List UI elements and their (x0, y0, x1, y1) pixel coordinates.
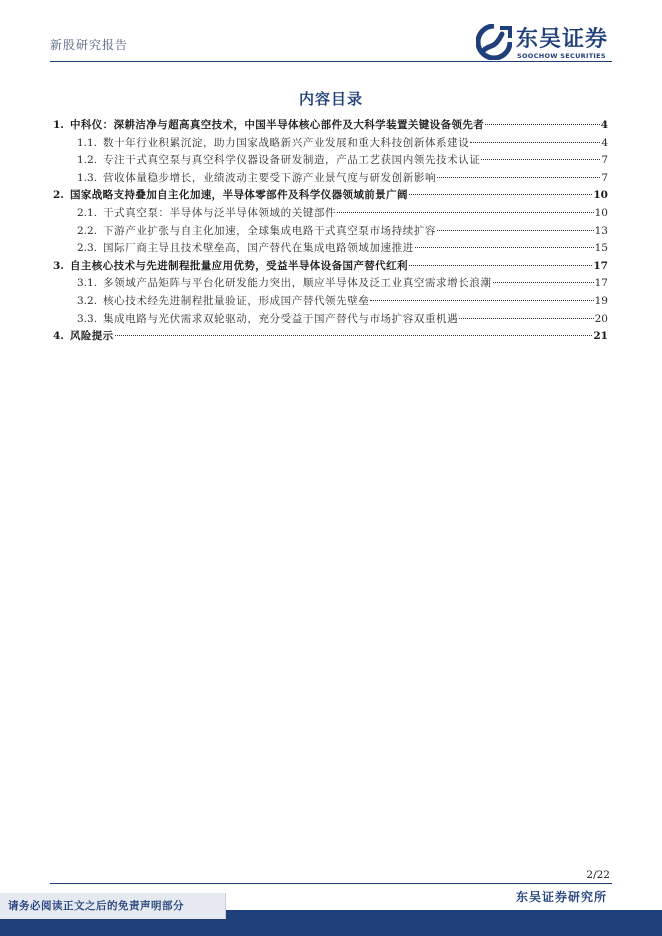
footer-organization: 东吴证券研究所 (515, 890, 607, 904)
toc-entry-number: 1. (53, 119, 64, 131)
toc-dot-leader (459, 306, 593, 319)
toc-entry-page: 10 (594, 206, 608, 219)
footer-divider (50, 883, 612, 884)
toc-entry-title: 国际厂商主导且技术壁垒高，国产替代在集成电路领域加速推进 (103, 242, 414, 255)
toc-dot-leader (437, 218, 594, 231)
toc-dot-leader (337, 200, 593, 213)
toc-dot-leader (485, 112, 600, 125)
toc-entry-title: 自主核心技术与先进制程批量应用优势，受益半导体设备国产替代红利 (69, 259, 408, 272)
toc-entry-number: 4. (53, 330, 64, 343)
toc-entry-number: 2. (53, 189, 64, 202)
logo-english-name: SOOCHOW SECURITIES (517, 52, 606, 60)
toc-entry-title: 数十年行业积累沉淀，助力国家战略新兴产业发展和重大科技创新体系建设 (103, 136, 470, 149)
toc-entry-number: 3.2. (77, 294, 98, 307)
toc-dot-leader (437, 165, 600, 178)
toc-entry-page: 4 (601, 136, 608, 149)
toc-entry-page: 19 (594, 294, 608, 307)
toc-entry-title: 集成电路与光伏需求双轮驱动，充分受益于国产替代与市场扩容双重机遇 (103, 312, 459, 325)
toc-entry-page: 7 (601, 154, 608, 167)
report-type-label: 新股研究报告 (50, 38, 129, 52)
table-of-contents (53, 115, 608, 344)
toc-dot-leader (415, 235, 594, 248)
toc-entry-title: 下游产业扩张与自主化加速，全球集成电路干式真空泵市场持续扩容 (103, 224, 437, 237)
disclaimer-notice: 请务必阅读正文之后的免责声明部分 (0, 893, 226, 919)
toc-entry-number: 1.1. (77, 136, 98, 149)
toc-entry-number: 1.3. (77, 171, 98, 184)
toc-dot-leader (409, 182, 593, 195)
toc-dot-leader (115, 323, 593, 336)
toc-entry-number: 2.1. (77, 206, 98, 219)
toc-entry-title: 核心技术经先进制程批量验证，形成国产替代领先壁垒 (103, 294, 370, 307)
toc-entry-number: 3.1. (77, 277, 98, 290)
logo-chinese-name: 东吴证券 (516, 27, 609, 52)
toc-entry-page: 10 (593, 189, 608, 202)
toc-title: 内容目录 (298, 90, 363, 108)
toc-entry-title: 中科仪：深耕洁净与超高真空技术，中国半导体核心部件及大科学装置关键设备领先者 (69, 119, 485, 131)
toc-dot-leader (370, 288, 593, 301)
page-number: 2/22 (586, 869, 610, 881)
toc-dot-leader (481, 147, 600, 160)
toc-entry-page: 4 (600, 119, 608, 131)
toc-entry-page: 15 (594, 242, 608, 255)
toc-entry-title: 国家战略支持叠加自主化加速，半导体零部件及科学仪器领域前景广阔 (69, 189, 408, 202)
toc-dot-leader (493, 270, 594, 283)
toc-entry-title: 营收体量稳步增长，业绩波动主要受下游产业景气度与研发创新影响 (103, 171, 437, 184)
toc-entry-page: 7 (601, 171, 608, 184)
toc-entry-title: 风险提示 (69, 330, 114, 343)
toc-entry-page: 17 (593, 259, 608, 272)
toc-entry-page: 21 (593, 330, 608, 343)
toc-dot-leader (470, 130, 600, 143)
toc-entry-page: 20 (594, 312, 608, 325)
header-divider (50, 61, 612, 62)
toc-entry-page: 17 (594, 277, 608, 290)
toc-entry-page: 13 (594, 224, 608, 237)
toc-entry-title: 干式真空泵：半导体与泛半导体领域的关键部件 (103, 206, 337, 219)
toc-entry-number: 2.2. (77, 224, 98, 237)
toc-entry-title: 多领域产品矩阵与平台化研发能力突出，顺应半导体及泛工业真空需求增长浪潮 (103, 277, 492, 290)
soochow-logo-icon (476, 24, 512, 60)
company-logo (476, 20, 626, 66)
toc-entry-number: 3.3. (77, 312, 98, 325)
toc-entry-number: 2.3. (77, 242, 98, 255)
toc-entry-number: 3. (53, 259, 64, 272)
toc-entry-title: 专注干式真空泵与真空科学仪器设备研发制造，产品工艺获国内领先技术认证 (103, 154, 481, 167)
toc-dot-leader (409, 253, 593, 266)
toc-entry-number: 1.2. (77, 154, 98, 167)
toc-section-entry[interactable] (53, 326, 608, 344)
